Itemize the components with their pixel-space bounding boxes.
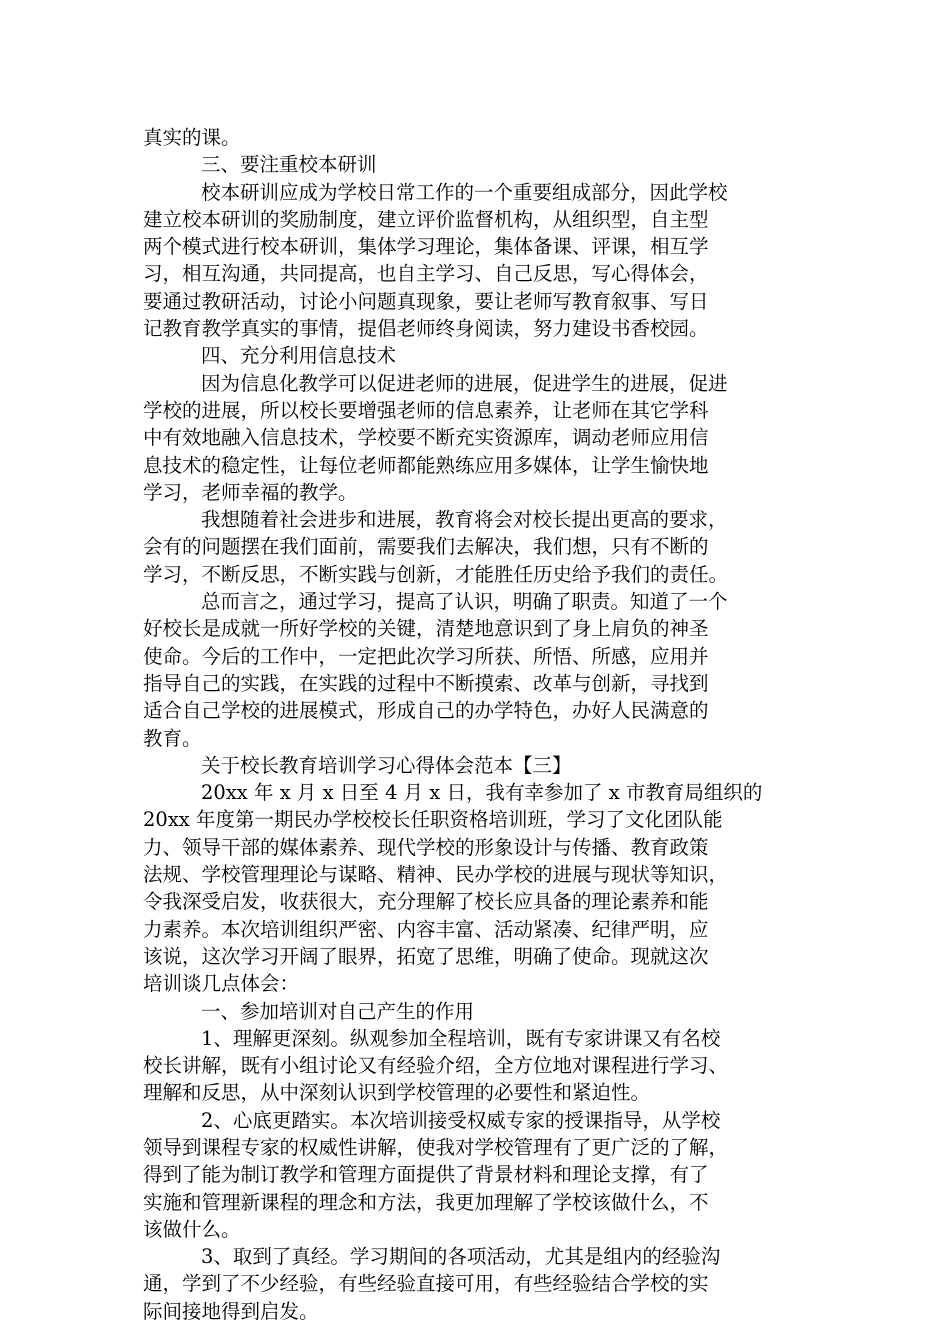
text-line: 校长讲解，既有小组讨论又有经验介绍，全方位地对课程进行学习、 [143, 1054, 729, 1078]
text-line: 两个模式进行校本研训，集体学习理论，集体备课、评课，相互学 [143, 235, 709, 259]
text-line: 学校的进展，所以校长要增强老师的信息素养，让老师在其它学科 [143, 398, 709, 422]
text-line: 实施和管理新课程的理念和方法，我更加理解了学校该做什么，不 [143, 1190, 709, 1214]
text-line: 20xx 年 x 月 x 日至 4 月 x 日，我有幸参加了 x 市教育局组织的 [201, 781, 763, 805]
text-line: 学习，老师幸福的教学。 [143, 480, 358, 504]
text-line: 20xx 年度第一期民办学校校长任职资格培训班，学习了文化团队能 [143, 808, 723, 832]
text-line: 际间接地得到启发。 [143, 1299, 319, 1323]
text-line: 3、取到了真经。学习期间的各项活动，尤其是组内的经验沟 [201, 1245, 721, 1269]
text-line: 该做什么。 [143, 1217, 241, 1241]
text-line: 得到了能为制订教学和管理方面提供了背景材料和理论支撑，有了 [143, 1163, 709, 1187]
text-line: 法规、学校管理理论与谋略、精神、民办学校的进展与现状等知识， [143, 863, 729, 887]
text-line: 适合自己学校的进展模式，形成自己的办学特色，办好人民满意的 [143, 699, 709, 723]
text-line: 指导自己的实践，在实践的过程中不断摸索、改革与创新，寻找到 [143, 671, 709, 695]
text-line: 2、心底更踏实。本次培训接受权威专家的授课指导，从学校 [201, 1108, 721, 1132]
text-line: 四、充分利用信息技术 [201, 344, 397, 368]
text-line: 息技术的稳定性，让每位老师都能熟练应用多媒体，让学生愉快地 [143, 453, 709, 477]
text-line: 令我深受启发，收获很大，充分理解了校长应具备的理论素养和能 [143, 890, 709, 914]
text-line: 习，相互沟通，共同提高，也自主学习、自己反思，写心得体会， [143, 262, 709, 286]
text-line: 我想随着社会进步和进展，教育将会对校长提出更高的要求， [201, 508, 728, 532]
text-line: 通，学到了不少经验，有些经验直接可用，有些经验结合学校的实 [143, 1272, 709, 1296]
text-line: 关于校长教育培训学习心得体会范本【三】 [201, 753, 572, 777]
text-line: 好校长是成就一所好学校的关键，清楚地意识到了身上肩负的神圣 [143, 617, 709, 641]
text-line: 要通过教研活动，讨论小问题真现象，要让老师写教育叙事、写日 [143, 289, 709, 313]
text-line: 三、要注重校本研训 [201, 153, 377, 177]
text-line: 理解和反思，从中深刻认识到学校管理的必要性和紧迫性。 [143, 1081, 651, 1105]
text-line: 会有的问题摆在我们面前，需要我们去解决，我们想，只有不断的 [143, 535, 709, 559]
text-line: 教育。 [143, 726, 202, 750]
text-line: 使命。今后的工作中，一定把此次学习所获、所悟、所感，应用并 [143, 644, 709, 668]
text-line: 中有效地融入信息技术，学校要不断充实资源库，调动老师应用信 [143, 426, 709, 450]
text-line: 记教育教学真实的事情，提倡老师终身阅读，努力建设书香校园。 [143, 317, 709, 341]
text-line: 建立校本研训的奖励制度，建立评价监督机构，从组织型，自主型 [143, 207, 709, 231]
text-line: 学习，不断反思，不断实践与创新，才能胜任历史给予我们的责任。 [143, 562, 729, 586]
text-line: 总而言之，通过学习，提高了认识，明确了职责。知道了一个 [201, 590, 728, 614]
text-line: 1、理解更深刻。纵观参加全程培训，既有专家讲课又有名校 [201, 1026, 721, 1050]
text-line: 因为信息化教学可以促进老师的进展，促进学生的进展，促进 [201, 371, 728, 395]
text-line: 该说，这次学习开阔了眼界，拓宽了思维，明确了使命。现就这次 [143, 944, 709, 968]
text-line: 力素养。本次培训组织严密、内容丰富、活动紧凑、纪律严明，应 [143, 917, 709, 941]
document-body [143, 124, 823, 1325]
text-line: 培训谈几点体会： [143, 972, 300, 996]
text-line: 领导到课程专家的权威性讲解，使我对学校管理有了更广泛的了解， [143, 1135, 729, 1159]
text-line: 力、领导干部的媒体素养、现代学校的形象设计与传播、教育政策 [143, 835, 709, 859]
text-line: 一、参加培训对自己产生的作用 [201, 999, 475, 1023]
text-line: 真实的课。 [143, 126, 241, 149]
text-line: 校本研训应成为学校日常工作的一个重要组成部分，因此学校 [201, 180, 728, 204]
